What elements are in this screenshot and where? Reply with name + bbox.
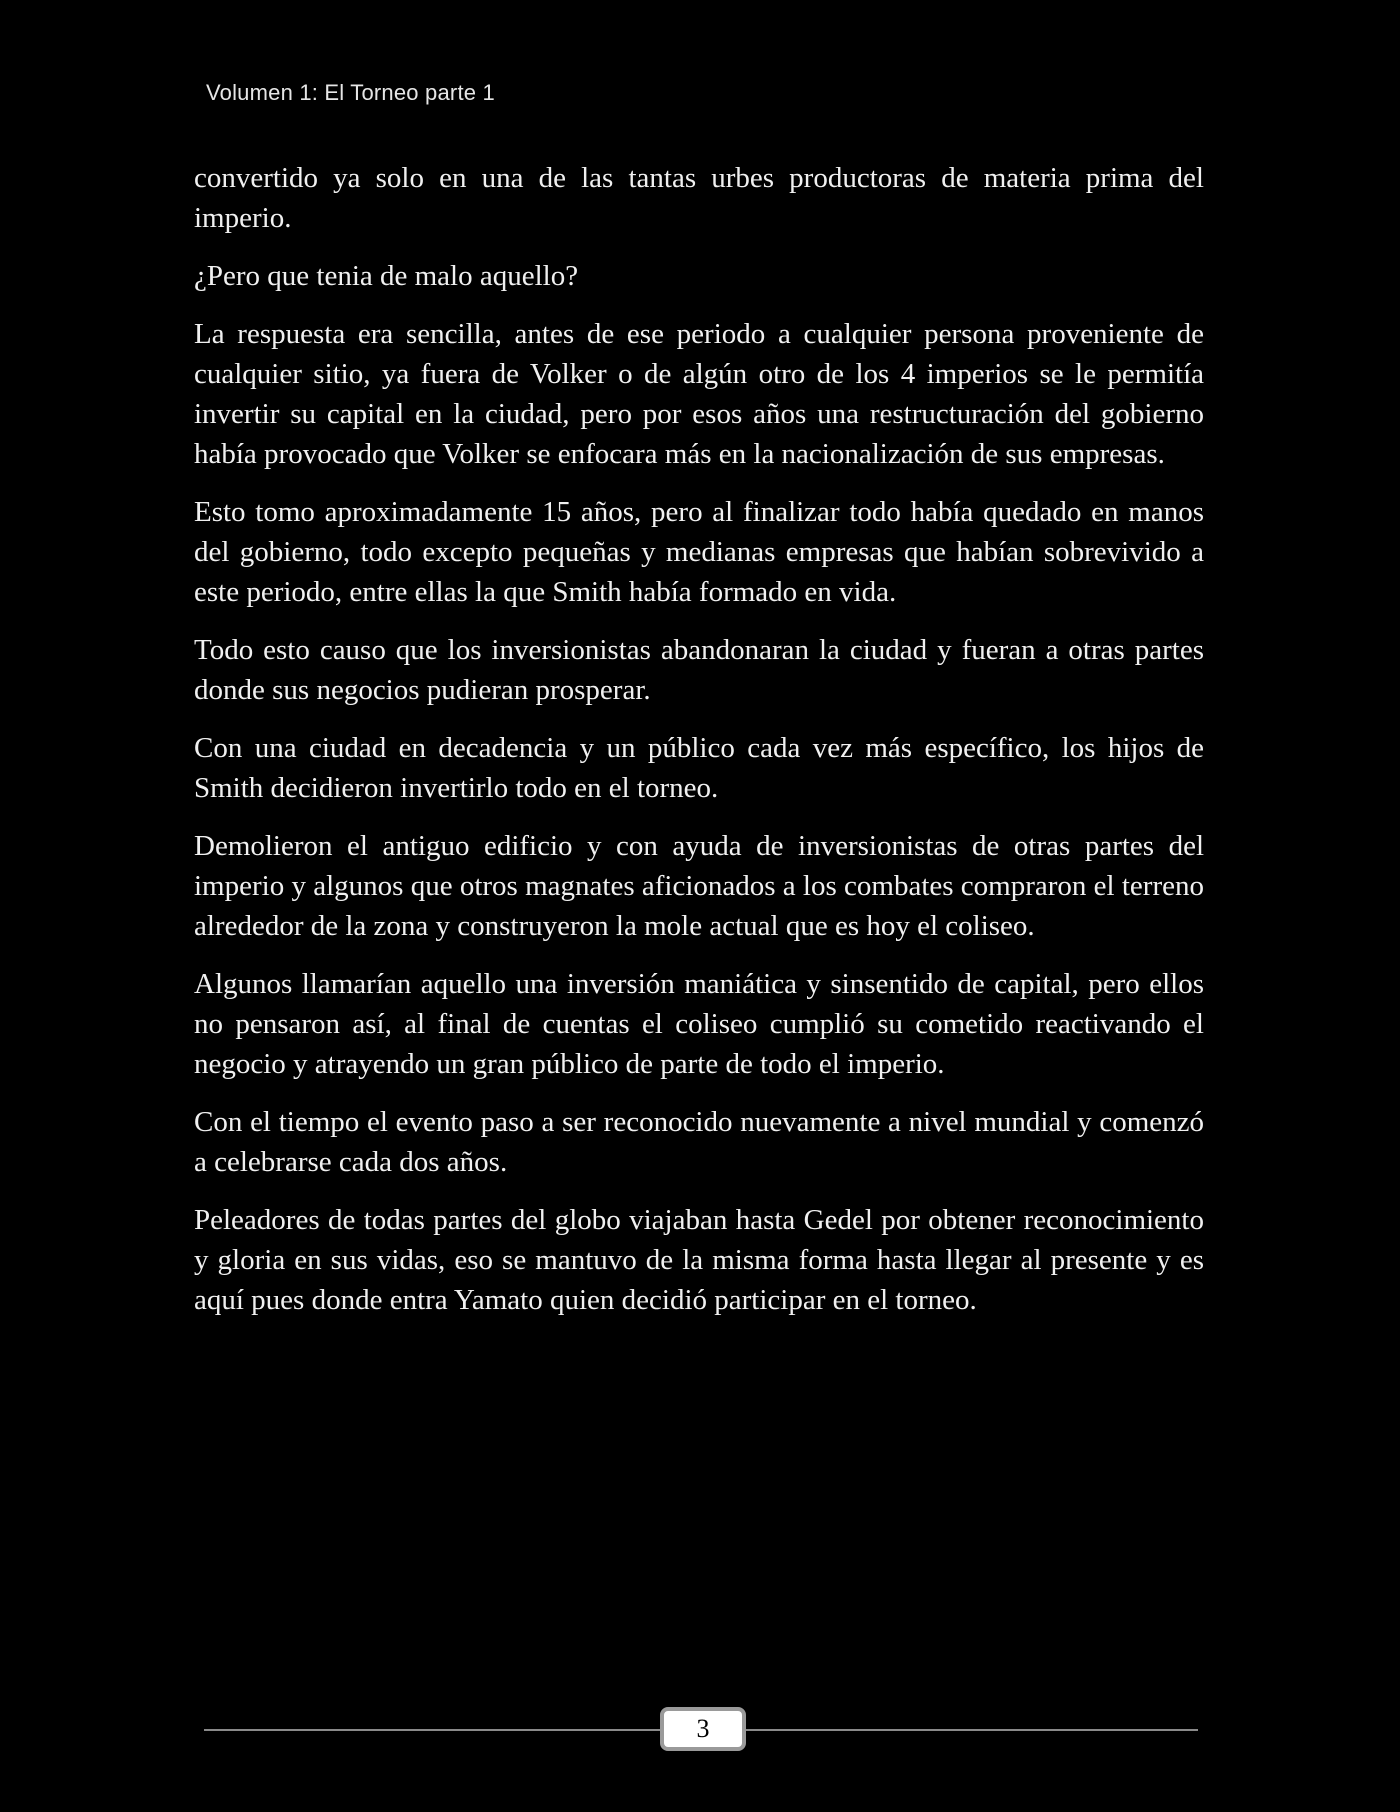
paragraph: Esto tomo aproximadamente 15 años, pero al finalizar todo había quedado en manos del gobierno, todo excepto pequeñas y medianas empresas que habían sobrevivido a este periodo, entre ellas la que Smith había formado en vida.: [194, 496, 1204, 608]
body-text: [194, 158, 1204, 1338]
paragraph: Todo esto causo que los inversionistas abandonaran la ciudad y fueran a otras partes donde sus negocios pudieran prosperar.: [194, 634, 1204, 706]
running-header: Volumen 1: El Torneo parte 1: [206, 80, 495, 105]
paragraph: Con una ciudad en decadencia y un público cada vez más específico, los hijos de Smith decidieron invertirlo todo en el torneo.: [194, 732, 1204, 804]
page-number-box: [660, 1707, 746, 1751]
page-number: 3: [696, 1714, 710, 1743]
paragraph: convertido ya solo en una de las tantas urbes productoras de materia prima del imperio.: [194, 162, 1204, 234]
paragraph: Peleadores de todas partes del globo viajaban hasta Gedel por obtener reconocimiento y gloria en sus vidas, eso se mantuvo de la misma forma hasta llegar al presente y es aquí pues donde entra Yamato quien decidió participar en el torneo.: [194, 1204, 1204, 1316]
paragraph: Algunos llamarían aquello una inversión maniática y sinsentido de capital, pero ellos no pensaron así, al final de cuentas el coliseo cumplió su cometido reactivando el negocio y atrayendo un gran público de parte de todo el imperio.: [194, 968, 1204, 1080]
paragraph: Con el tiempo el evento paso a ser reconocido nuevamente a nivel mundial y comenzó a celebrarse cada dos años.: [194, 1106, 1204, 1178]
paragraph: Demolieron el antiguo edificio y con ayuda de inversionistas de otras partes del imperio y algunos que otros magnates aficionados a los combates compraron el terreno alrededor de la zona y construyeron la mole actual que es hoy el coliseo.: [194, 830, 1204, 942]
paragraph: La respuesta era sencilla, antes de ese periodo a cualquier persona proveniente de cualquier sitio, ya fuera de Volker o de algún otro de los 4 imperios se le permitía invertir su capital en la ciudad, pero por esos años una restructuración del gobierno había provocado que Volker se enfocara más en la nacionalización de sus empresas.: [194, 318, 1204, 470]
paragraph: ¿Pero que tenia de malo aquello?: [194, 260, 579, 292]
